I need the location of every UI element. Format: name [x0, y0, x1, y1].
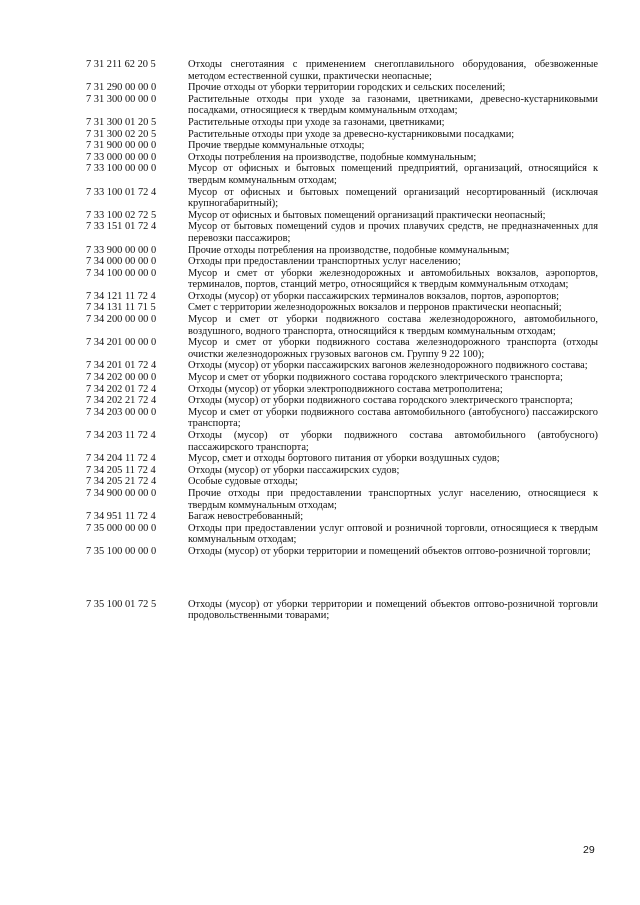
waste-code: 7 33 100 02 72 5: [86, 209, 157, 221]
waste-code: 7 31 290 00 00 0: [86, 82, 157, 94]
waste-description: Мусор от офисных и бытовых помещений организаций практически неопасный;: [188, 209, 546, 221]
waste-code: 7 34 951 11 72 4: [86, 511, 156, 523]
waste-code: 7 31 300 00 00 0: [86, 93, 157, 105]
waste-description: Отходы (мусор) от уборки пассажирских терминалов вокзалов, портов, аэропортов;: [188, 290, 560, 302]
waste-description: Мусор и смет от уборки подвижного состава автомобильного (автобусного) пассажирского транспорта;: [188, 406, 598, 430]
waste-code: 7 35 100 01 72 5: [86, 598, 157, 610]
waste-code: 7 33 151 01 72 4: [86, 221, 157, 233]
waste-description: Отходы потребления на производстве, подобные коммунальным;: [188, 151, 477, 163]
list-item: [86, 140, 598, 152]
waste-code: 7 34 900 00 00 0: [86, 487, 157, 499]
list-item: [86, 314, 598, 337]
waste-code: 7 33 100 00 00 0: [86, 163, 157, 175]
list-item: [86, 488, 598, 511]
waste-description: Отходы (мусор) от уборки подвижного состава автомобильного (автобусного) пассажирского транспорта;: [188, 430, 598, 453]
list-item: [86, 453, 598, 465]
list-item: [86, 599, 598, 622]
waste-code: 7 35 000 00 00 0: [86, 522, 157, 534]
waste-description: Особые судовые отходы;: [188, 476, 298, 488]
waste-description: Прочие отходы потребления на производстве, подобные коммунальным;: [188, 244, 510, 256]
list-item: [86, 430, 598, 453]
list-item: [86, 302, 598, 314]
waste-code: 7 35 100 00 00 0: [86, 545, 157, 557]
waste-description: Багаж невостребованный;: [188, 511, 304, 523]
list-item: [86, 372, 598, 384]
waste-code: 7 34 131 11 71 5: [86, 302, 156, 314]
list-item: [86, 210, 598, 222]
waste-description: Отходы снеготаяния с применением снегоплавильного оборудования, обезвоженные методом естественной сушки, практически неопасные;: [188, 59, 598, 82]
waste-code: 7 31 900 00 00 0: [86, 140, 157, 152]
waste-code: 7 33 900 00 00 0: [86, 244, 157, 256]
waste-code: 7 31 300 01 20 5: [86, 116, 157, 128]
waste-description: Мусор и смет от уборки подвижного состава железнодорожного транспорта (отходы очистки железнодорожных грузовых вагонов см. Группу 9 22 100);: [188, 337, 598, 360]
waste-description: Отходы (мусор) от уборки электроподвижного состава метрополитена;: [188, 383, 503, 395]
list-item: [86, 245, 598, 257]
list-item: [86, 152, 598, 164]
waste-description: Отходы при предоставлении услуг оптовой и розничной торговли, относящиеся к твердым коммунальным отходам;: [188, 522, 598, 546]
waste-code: 7 33 000 00 00 0: [86, 151, 157, 163]
list-item: [86, 465, 598, 477]
waste-description: Мусор от бытовых помещений судов и прочих плавучих средств, не предназначенных для перевозки пассажиров;: [188, 221, 598, 244]
list-item: [86, 94, 598, 117]
waste-description: Мусор, смет и отходы бортового питания от уборки воздушных судов;: [188, 453, 500, 465]
waste-code: 7 34 201 01 72 4: [86, 360, 157, 372]
list-item: [86, 407, 598, 430]
list-item: [86, 221, 598, 244]
page-number: 29: [583, 844, 595, 856]
waste-description: Прочие твердые коммунальные отходы;: [188, 140, 365, 152]
list-item: [86, 523, 598, 546]
list-item: [86, 117, 598, 129]
waste-description: Отходы (мусор) от уборки подвижного состава городского электрического транспорта;: [188, 395, 573, 407]
list-item: [86, 511, 598, 523]
waste-code: 7 34 203 11 72 4: [86, 430, 156, 441]
waste-description: Мусор и смет от уборки подвижного состава железнодорожного, автомобильного, воздушного, водного транспорта, относящийся к твердым коммунальным отходам;: [188, 314, 598, 337]
list-item: [86, 360, 598, 372]
waste-description: Отходы (мусор) от уборки пассажирских судов;: [188, 464, 400, 476]
waste-code: 7 34 203 00 00 0: [86, 406, 157, 418]
waste-code: 7 31 300 02 20 5: [86, 128, 157, 140]
waste-code: 7 31 211 62 20 5: [86, 59, 156, 70]
paragraph-gap: [86, 558, 598, 599]
list-item: [86, 59, 598, 82]
list-item: [86, 476, 598, 488]
waste-code-list: [86, 59, 598, 622]
waste-code: 7 34 205 11 72 4: [86, 464, 156, 476]
list-item: [86, 395, 598, 407]
waste-description: Мусор и смет от уборки железнодорожных и автомобильных вокзалов, аэропортов, терминалов, портов, станций метро, относящийся к твердым коммунальным отходам;: [188, 267, 598, 291]
list-item: [86, 187, 598, 210]
waste-description: Растительные отходы при уходе за газонами, цветниками, древесно-кустарниковыми посадками, относящиеся к твердым коммунальным отходам;: [188, 93, 598, 117]
waste-description: Смет с территории железнодорожных вокзалов и перронов практически неопасный;: [188, 302, 562, 314]
waste-code: 7 34 200 00 00 0: [86, 314, 157, 326]
waste-code: 7 34 202 00 00 0: [86, 372, 157, 384]
waste-description: Отходы (мусор) от уборки территории и помещений объектов оптово-розничной торговли продовольственными товарами;: [188, 598, 598, 622]
waste-code: 7 34 202 21 72 4: [86, 395, 157, 407]
waste-code: 7 34 121 11 72 4: [86, 290, 156, 302]
waste-code: 7 34 100 00 00 0: [86, 267, 157, 279]
waste-description: Мусор и смет от уборки подвижного состава городского электрического транспорта;: [188, 372, 563, 384]
waste-code: 7 34 204 11 72 4: [86, 453, 156, 465]
waste-description: Прочие отходы при предоставлении транспортных услуг населению, относящиеся к твердым коммунальным отходам;: [188, 487, 598, 511]
list-item: [86, 82, 598, 94]
waste-code: 7 34 201 00 00 0: [86, 337, 157, 349]
waste-description: Отходы при предоставлении транспортных услуг населению;: [188, 256, 461, 268]
list-item: [86, 256, 598, 268]
waste-description: Отходы (мусор) от уборки территории и помещений объектов оптово-розничной торговли;: [188, 545, 591, 557]
waste-description: Мусор от офисных и бытовых помещений предприятий, организаций, относящийся к твердым коммунальным отходам;: [188, 163, 598, 186]
waste-description: Мусор от офисных и бытовых помещений организаций несортированный (исключая крупногабаритный);: [188, 186, 598, 210]
waste-description: Отходы (мусор) от уборки пассажирских вагонов железнодорожного подвижного состава;: [188, 360, 588, 372]
waste-description: Растительные отходы при уходе за древесно-кустарниковыми посадками;: [188, 128, 515, 140]
waste-code: 7 34 205 21 72 4: [86, 476, 157, 488]
list-item: [86, 129, 598, 141]
list-item: [86, 337, 598, 360]
waste-code: 7 34 000 00 00 0: [86, 256, 157, 268]
list-item: [86, 291, 598, 303]
waste-description: Прочие отходы от уборки территории городских и сельских поселений;: [188, 82, 506, 94]
list-item: [86, 268, 598, 291]
waste-code: 7 33 100 01 72 4: [86, 186, 157, 198]
waste-code: 7 34 202 01 72 4: [86, 383, 157, 395]
list-item: [86, 384, 598, 396]
list-item: [86, 546, 598, 558]
waste-description: Растительные отходы при уходе за газонами, цветниками;: [188, 116, 445, 128]
list-item: [86, 163, 598, 186]
